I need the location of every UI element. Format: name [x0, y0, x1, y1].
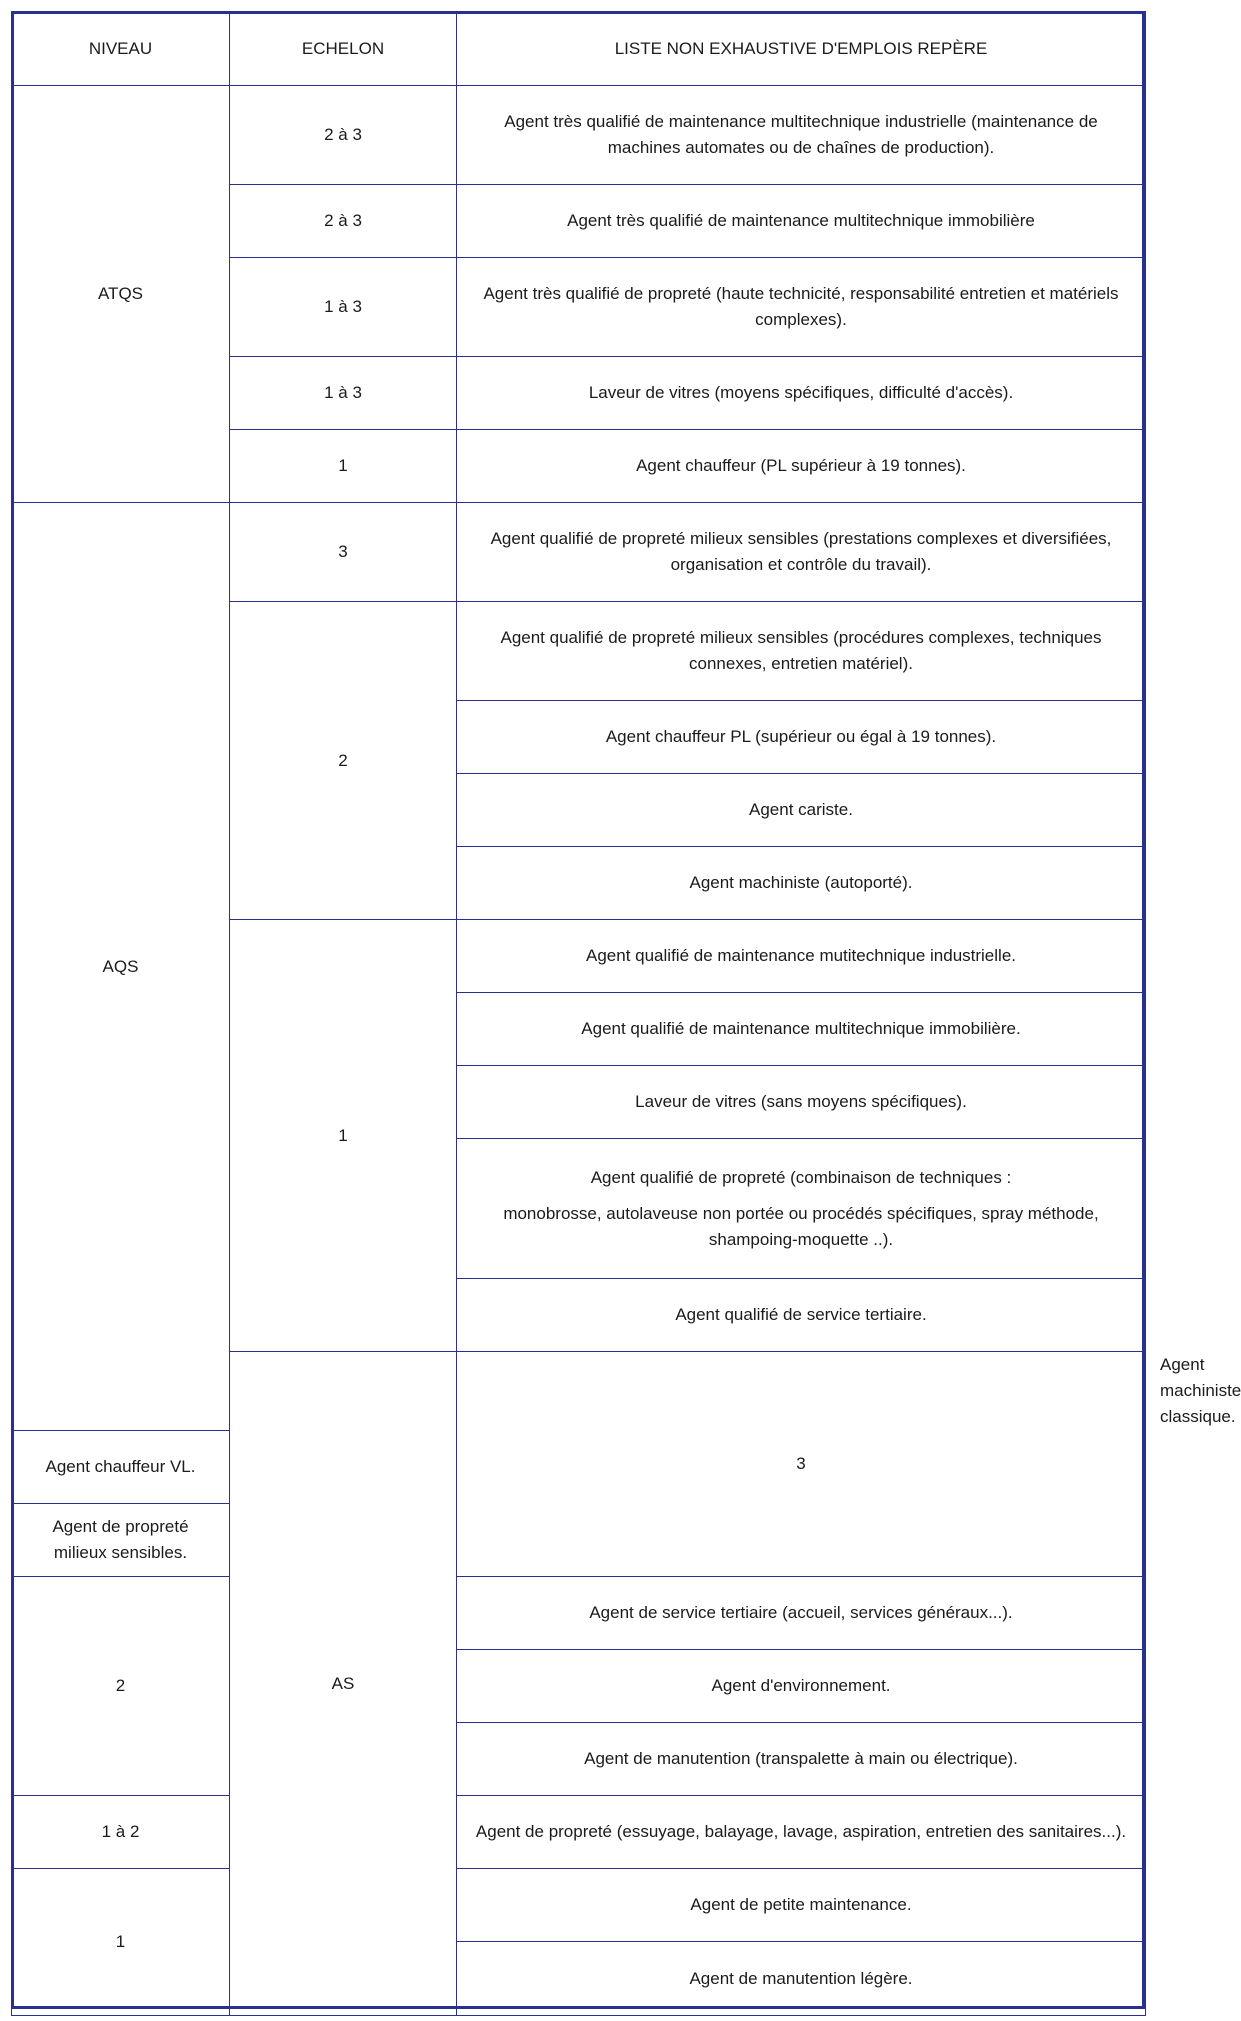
emploi-cell: Agent très qualifié de propreté (haute technicité, responsabilité entretien et matériels complexes). — [457, 258, 1146, 357]
emploi-cell: Agent cariste. — [457, 774, 1146, 847]
emploi-cell: Agent d'environnement. — [457, 1650, 1146, 1723]
niveau-cell: AS — [230, 1352, 457, 2016]
echelon-cell: 2 à 3 — [230, 185, 457, 258]
niveau-cell: ATQS — [12, 86, 230, 503]
echelon-cell: 1 — [230, 430, 457, 503]
emploi-cell: Agent machiniste (autoporté). — [457, 847, 1146, 920]
emploi-line: Agent qualifié de propreté (combinaison de techniques : — [590, 1167, 1012, 1187]
echelon-cell: 1 à 2 — [12, 1796, 230, 1869]
emploi-cell: Agent chauffeur VL. — [12, 1431, 230, 1504]
header-niveau: NIVEAU — [12, 12, 230, 86]
echelon-cell: 2 — [12, 1577, 230, 1796]
header-emplois: LISTE NON EXHAUSTIVE D'EMPLOIS REPÈRE — [457, 12, 1146, 86]
emploi-cell: Agent de manutention (transpalette à main ou électrique). — [457, 1723, 1146, 1796]
echelon-cell: 1 à 3 — [230, 357, 457, 430]
emploi-cell: Agent très qualifié de maintenance multitechnique immobilière — [457, 185, 1146, 258]
table-row: AS 3 Agent machiniste classique. — [12, 1352, 1146, 1431]
emploi-cell: Agent qualifié de maintenance multitechnique immobilière. — [457, 993, 1146, 1066]
emploi-cell: Agent qualifié de service tertiaire. — [457, 1279, 1146, 1352]
echelon-cell: 3 — [230, 503, 457, 602]
emploi-cell: Agent chauffeur (PL supérieur à 19 tonnes). — [457, 430, 1146, 503]
echelon-cell: 2 — [230, 602, 457, 920]
emploi-cell: Agent chauffeur PL (supérieur ou égal à 19 tonnes). — [457, 701, 1146, 774]
emploi-cell: Agent de propreté (essuyage, balayage, lavage, aspiration, entretien des sanitaires...). — [457, 1796, 1146, 1869]
echelon-cell: 1 — [12, 1869, 230, 2016]
emploi-cell: Agent de propreté milieux sensibles. — [12, 1504, 230, 1577]
emploi-cell: Agent de service tertiaire (accueil, services généraux...). — [457, 1577, 1146, 1650]
table-border — [11, 11, 1145, 2009]
echelon-cell: 1 — [230, 920, 457, 1352]
header-echelon: ECHELON — [230, 12, 457, 86]
emploi-cell: Laveur de vitres (moyens spécifiques, difficulté d'accès). — [457, 357, 1146, 430]
echelon-cell: 1 à 3 — [230, 258, 457, 357]
echelon-cell: 2 à 3 — [230, 86, 457, 185]
emploi-cell: Agent de petite maintenance. — [457, 1869, 1146, 1942]
emploi-cell: Agent qualifié de propreté milieux sensibles (procédures complexes, techniques connexes, entretien matériel). — [457, 602, 1146, 701]
emploi-cell: Agent qualifié de maintenance mutitechnique industrielle. — [457, 920, 1146, 993]
echelon-cell: 3 — [457, 1352, 1146, 1577]
emploi-line: monobrosse, autolaveuse non portée ou procédés spécifiques, spray méthode, shampoing-moquette ..). — [503, 1203, 1099, 1249]
emploi-cell: Laveur de vitres (sans moyens spécifiques). — [457, 1066, 1146, 1139]
emploi-cell: Agent qualifié de propreté milieux sensibles (prestations complexes et diversifiées, organisation et contrôle du travail). — [457, 503, 1146, 602]
niveau-cell: AQS — [12, 503, 230, 1431]
emploi-cell: Agent de manutention légère. — [457, 1942, 1146, 2016]
emploi-cell: Agent très qualifié de maintenance multitechnique industrielle (maintenance de machines automates ou de chaînes de production). — [457, 86, 1146, 185]
